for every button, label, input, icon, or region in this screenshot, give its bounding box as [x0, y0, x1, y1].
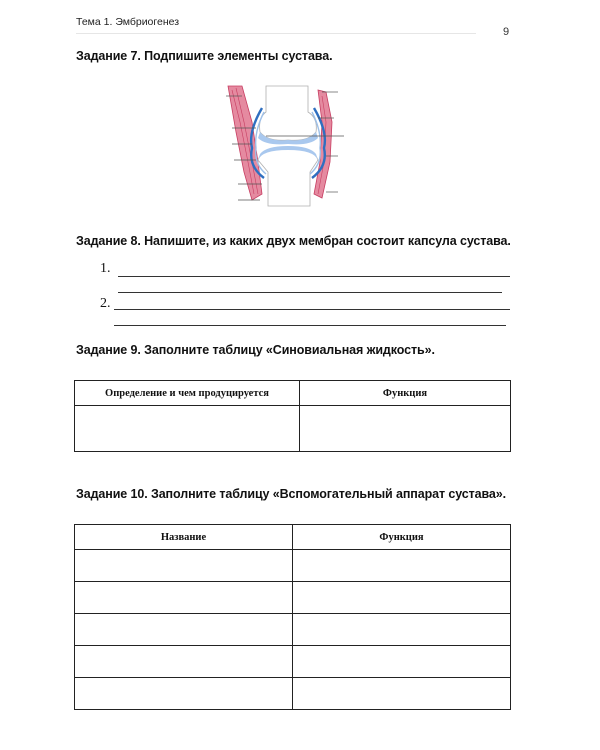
table-cell[interactable]: [293, 646, 511, 678]
table-cell[interactable]: [293, 550, 511, 582]
task7-title: Задание 7. Подпишите элементы сустава.: [76, 49, 333, 63]
table-cell[interactable]: [75, 406, 300, 452]
upper-bone: [260, 86, 317, 140]
column-header-definition: Определение и чем продуцируется: [75, 381, 300, 406]
table-row: [75, 646, 511, 678]
table-header-row: [75, 381, 511, 406]
task9-title: Задание 9. Заполните таблицу «Синовиальная жидкость».: [76, 343, 435, 357]
answer-number-1: 1.: [100, 261, 111, 276]
right-muscle: [314, 90, 332, 198]
table-cell[interactable]: [293, 614, 511, 646]
left-muscle: [228, 86, 262, 200]
column-header-name: Название: [75, 525, 293, 550]
table-row: [75, 678, 511, 710]
table-cell[interactable]: [75, 550, 293, 582]
answer-line-1a[interactable]: [118, 276, 510, 277]
answer-number-2: 2.: [100, 296, 111, 311]
table-row: [75, 614, 511, 646]
header-rule: [76, 33, 476, 34]
table-header-row: [75, 525, 511, 550]
table-row: [75, 406, 511, 452]
table-cell[interactable]: [300, 406, 511, 452]
table-row: [75, 550, 511, 582]
answer-line-2b[interactable]: [114, 325, 506, 326]
column-header-function: Функция: [293, 525, 511, 550]
answer-line-1b[interactable]: [118, 292, 502, 293]
lower-bone: [258, 148, 318, 206]
table-cell[interactable]: [293, 678, 511, 710]
table-cell[interactable]: [75, 646, 293, 678]
table-cell[interactable]: [75, 614, 293, 646]
answer-line-2a[interactable]: [114, 309, 510, 310]
table-row: [75, 582, 511, 614]
table-cell[interactable]: [293, 582, 511, 614]
running-head: Тема 1. Эмбриогенез: [76, 16, 180, 28]
column-header-function: Функция: [300, 381, 511, 406]
table-cell[interactable]: [75, 678, 293, 710]
accessory-apparatus-table: [74, 524, 511, 710]
joint-diagram: [222, 82, 350, 210]
task10-title: Задание 10. Заполните таблицу «Вспомогательный аппарат сустава».: [76, 487, 506, 501]
synovial-fluid-table: [74, 380, 511, 452]
page-number: 9: [503, 26, 510, 38]
task8-title: Задание 8. Напишите, из каких двух мембран состоит капсула сустава.: [76, 234, 511, 248]
table-cell[interactable]: [75, 582, 293, 614]
